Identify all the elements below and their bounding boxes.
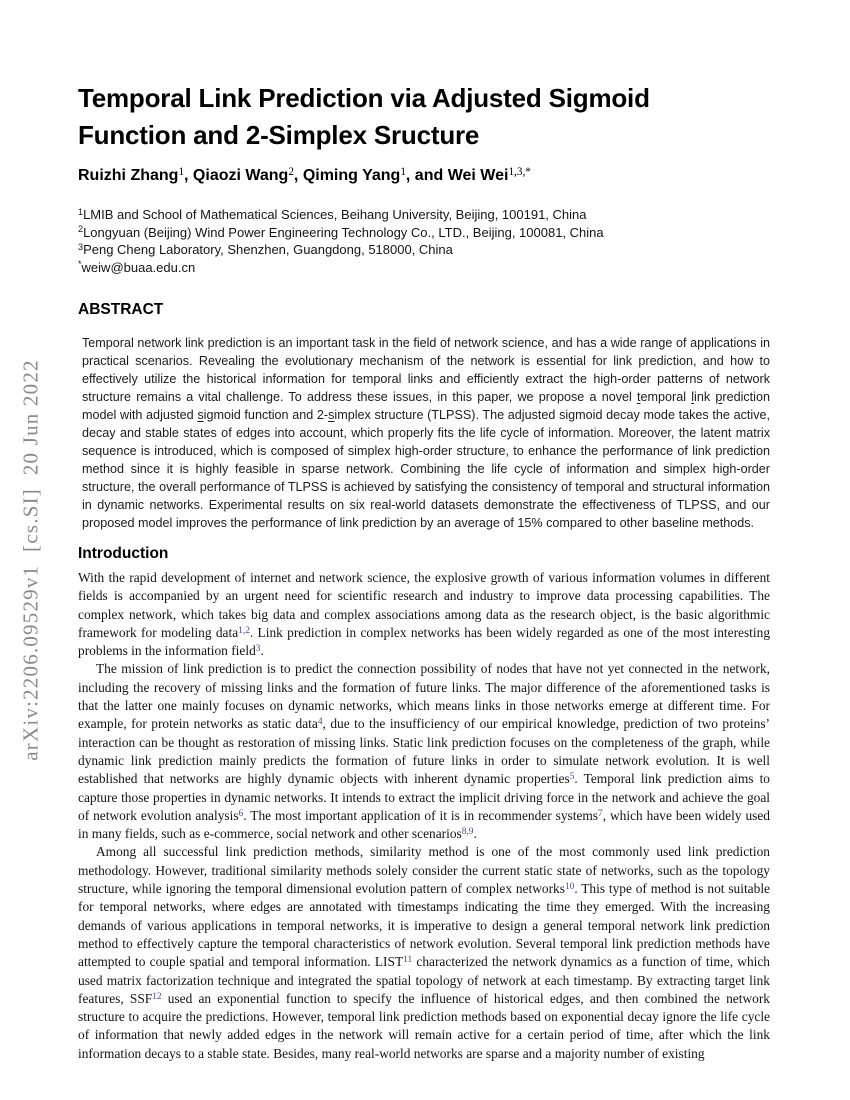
superscript-marker: 2 bbox=[78, 224, 84, 235]
paper-title-line: Function and 2-Simplex Sructure bbox=[78, 120, 480, 150]
superscript-marker: * bbox=[78, 259, 82, 270]
abstract-text: Temporal network link prediction is an important task in the field of network science, and has a wide range of applications in practical scenarios. Revealing the evolutionary mechanism of the network is essential for link prediction, and how to effectively utilize the historical information for temporal links and efficiently extract the high-order patterns of network structure remains a vital challenge. To address these issues, in this paper, we propose a novel temporal link prediction model with adjusted sigmoid function and 2-simplex structure (TLPSS). The adjusted sigmoid decay mode takes the active, decay and stable states of edges into account, which properly fits the life cycle of information. Moreover, the latent matrix sequence is introduced, which is composed of simplex high-order structure, to enhance the performance of link prediction method since it is highly feasible in sparse network. Combining the life cycle of information and simplex high-order structure, the overall performance of TLPSS is achieved by satisfying the consistency of temporal and structural information in dynamic networks. Experimental results on six real-world datasets demonstrate the effectiveness of TLPSS, and our proposed model improves the performance of link prediction by an average of 15% compared to other baseline methods. bbox=[82, 336, 770, 530]
citation-ref[interactable]: 3 bbox=[255, 643, 261, 654]
page-content bbox=[78, 80, 770, 1063]
citation-ref[interactable]: 6 bbox=[238, 808, 244, 819]
affiliation-line: $^3$Peng Cheng Laboratory, Shenzhen, Guangdong, 518000, China bbox=[78, 241, 453, 257]
superscript-marker: 3 bbox=[78, 241, 84, 252]
underlined-letter: l bbox=[691, 390, 695, 404]
abstract-heading: ABSTRACT bbox=[78, 301, 164, 318]
affiliation-line: $^2$Longyuan (Beijing) Wind Power Engineering Technology Co., LTD., Beijing, 100081, China bbox=[78, 224, 604, 240]
superscript-marker: 1 bbox=[400, 165, 406, 178]
paper-title bbox=[78, 80, 770, 154]
underlined-letter: p bbox=[715, 390, 723, 404]
superscript-marker: 1 bbox=[78, 206, 84, 217]
underlined-letter: t bbox=[637, 390, 641, 404]
underlined-letter: s bbox=[328, 408, 335, 422]
citation-ref[interactable]: 1,2 bbox=[238, 625, 250, 636]
superscript-marker: 1,3,* bbox=[508, 165, 531, 178]
paper-title-line: Temporal Link Prediction via Adjusted Sigmoid bbox=[78, 83, 650, 113]
superscript-marker: 2 bbox=[288, 165, 294, 178]
body-paragraph: The mission of link prediction is to predict the connection possibility of nodes that have not yet connected in the network, including the recovery of missing links and the formation of future links. The major difference of the aforementioned tasks is that the latter one mainly focuses on dynamic networks, which means links in those networks emerge at different time. For example, for protein networks as static data$^4$, due to the insufficiency of our empirical knowledge, prediction of two proteins’ interaction can be thought as restoration of missing links. Static link prediction focuses on the completeness of the graph, while dynamic link prediction mainly predicts the formation of future links in order to simulate network evolution. It is well established that networks are highly dynamic objects with inherent dynamic properties$^5$. Temporal link prediction aims to capture those properties in dynamic networks. It intends to extract the implicit driving force in the network and achieve the goal of network evolution analysis$^6$. The most important application of it is in recommender systems$^7$, which have been widely used in many fields, such as e-commerce, social network and other scenarios$^{8,9}$. bbox=[78, 661, 771, 842]
citation-ref[interactable]: 10 bbox=[564, 881, 575, 892]
arxiv-stamp: arXiv:2206.09529v1 [cs.SI] 20 Jun 2022 bbox=[18, 359, 43, 761]
superscript-marker: 1 bbox=[178, 165, 185, 178]
body-paragraph: With the rapid development of internet and network science, the explosive growth of various information volumes in different fields is accompanied by an urgent need for scientific research and industry to improve data processing capabilities. The complex network, which takes big data and complex associations among data as the research object, is the basic algorithmic framework for modeling data$^{1,2}$. Link prediction in complex networks has been widely regarded as one of the most interesting problems in the information field$^3$. bbox=[78, 570, 771, 659]
affiliation-email-line: *weiw@buaa.edu.cn bbox=[78, 259, 196, 275]
citation-ref[interactable]: 5 bbox=[569, 772, 575, 783]
body-paragraph: Among all successful link prediction methods, similarity method is one of the most commonly used link prediction methodology. However, traditional similarity methods solely consider the current static state of networks, such as the topology structure, while ignoring the temporal dimensional evolution pattern of complex networks$^{10}$. This type of method is not suitable for temporal networks, where edges are annotated with timestamps indicating the time they emerged. With the increasing demands of various applications in temporal networks, it is imperative to design a general temporal network link prediction method to effectively capture the temporal characteristics of network evolution. Several temporal link prediction methods have attempted to couple spatial and temporal information. LIST$^{11}$ characterized the network dynamics as a function of time, which used matrix factorization technique and integrated the spatial topology of network at each timestamp. By extracting target link features, SSF$^{12}$ used an exponential function to specify the influence of historical edges, and then combined the network structure to acquire the predictions. However, temporal link prediction methods based on exponential decay ignore the life cycle of information that newly added edges in the network will remain active for a certain period of time, after which the link information decays to a stable state. Besides, many real-world networks are sparse and a majority number of existing bbox=[78, 844, 770, 1061]
affiliations-block bbox=[78, 206, 770, 276]
citation-ref[interactable]: 12 bbox=[152, 991, 162, 1002]
author-line: Ruizhi Zhang$^1$, Qiaozi Wang$^2$, Qiming Yang$^1$, and Wei Wei$^{1,3,*}$ bbox=[78, 165, 531, 184]
introduction-body bbox=[78, 569, 770, 1063]
affiliation-line: $^1$LMIB and School of Mathematical Sciences, Beihang University, Beijing, 100191, China bbox=[78, 206, 587, 222]
underlined-letter: s bbox=[197, 408, 204, 422]
citation-ref[interactable]: 8,9 bbox=[461, 826, 474, 837]
citation-ref[interactable]: 11 bbox=[403, 955, 413, 966]
citation-ref[interactable]: 7 bbox=[598, 808, 603, 819]
citation-ref[interactable]: 4 bbox=[317, 717, 323, 728]
section-heading-introduction: Introduction bbox=[78, 545, 169, 562]
